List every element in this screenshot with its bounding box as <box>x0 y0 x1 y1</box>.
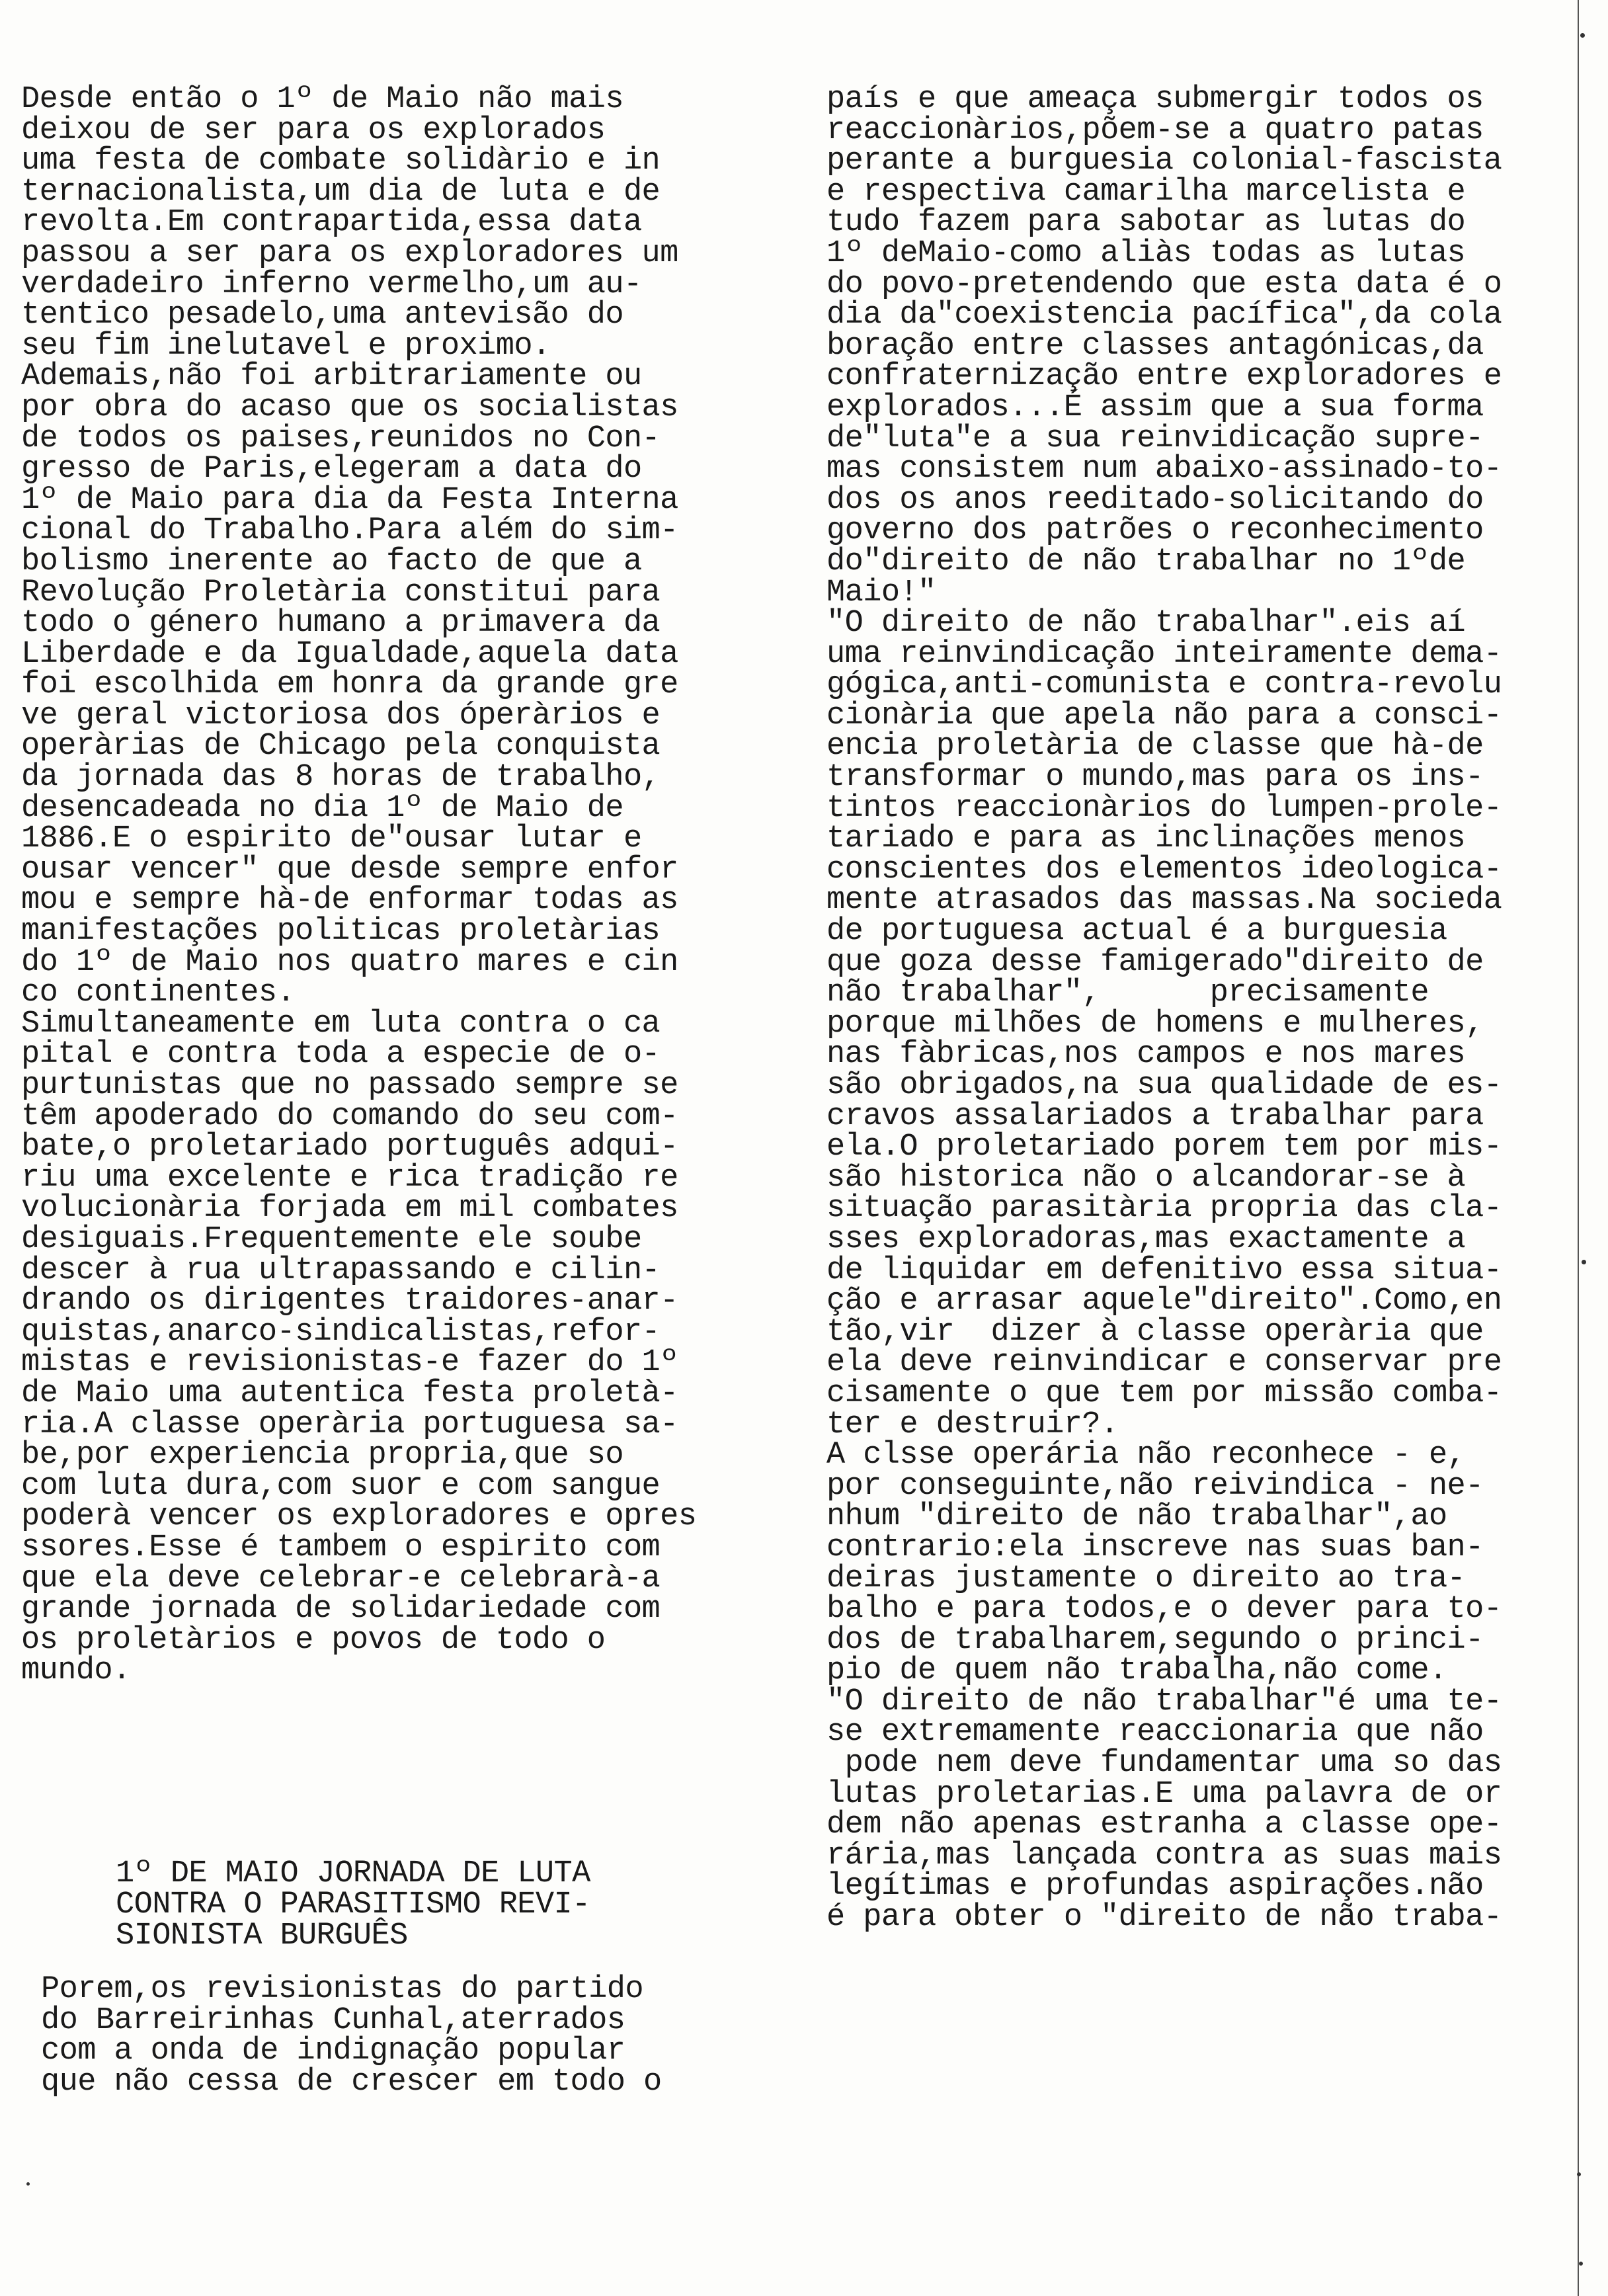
text-line: mas consistem num abaixo-assinado-to- <box>826 452 1502 487</box>
text-line: do 1º de Maio nos quatro mares e cin <box>21 944 678 980</box>
text-line: boração entre classes antagónicas,da <box>826 328 1484 364</box>
text-line: tentico pesadelo,uma antevisão do <box>21 298 623 333</box>
text-line: todo o género humano a primavera da <box>21 606 661 641</box>
text-line: "O direito de não trabalhar"é uma te- <box>826 1684 1502 1719</box>
scan-speck <box>1580 33 1585 38</box>
text-line: bolismo inerente ao facto de que a <box>21 544 642 579</box>
text-line: tariado e para as inclinações menos <box>826 821 1466 857</box>
text-line: dos de trabalharem,segundo o princi- <box>826 1622 1484 1658</box>
text-line: situação parasitària propria das cla- <box>826 1191 1502 1227</box>
text-line: com luta dura,com suor e com sangue <box>21 1468 661 1504</box>
text-line: que ela deve celebrar-e celebrarà-a <box>21 1561 661 1596</box>
text-line: nhum "direito de não trabalhar",ao <box>826 1499 1447 1535</box>
text-line: verdadeiro inferno vermelho,um au- <box>21 266 642 302</box>
scan-speck <box>26 2182 30 2186</box>
text-line: mou e sempre hà-de enformar todas as <box>21 883 678 919</box>
text-line: que não cessa de crescer em todo o <box>41 2064 662 2100</box>
text-line: ria.A classe operària portuguesa sa- <box>21 1407 678 1442</box>
text-line: passou a ser para os exploradores um <box>21 235 678 271</box>
text-line: cisamente o que tem por missão comba- <box>826 1375 1502 1411</box>
text-line: 1º de Maio para dia da Festa Interna <box>21 482 678 518</box>
text-line: gresso de Paris,elegeram a data do <box>21 452 642 487</box>
text-line: be,por experiencia propria,que so <box>21 1438 623 1473</box>
text-line: poderà vencer os exploradores e opres <box>21 1499 697 1535</box>
text-line: Simultaneamente em luta contra o ca <box>21 1006 661 1042</box>
text-line: lutas proletarias.E uma palavra de or <box>826 1776 1502 1812</box>
text-line: mistas e revisionistas-e fazer do 1º <box>21 1345 678 1381</box>
text-line: desiguais.Frequentemente ele soube <box>21 1221 642 1257</box>
text-line: do Barreirinhas Cunhal,aterrados <box>41 2002 625 2038</box>
text-line: cional do Trabalho.Para além do sim- <box>21 513 678 549</box>
text-line: quistas,anarco-sindicalistas,refor- <box>21 1314 661 1350</box>
text-line: volucionària forjada em mil combates <box>21 1191 678 1227</box>
text-line: reaccionàrios,põem-se a quatro patas <box>826 112 1484 148</box>
text-line: explorados...É assim que a sua forma <box>826 390 1484 425</box>
heading-line: SIONISTA BURGUÊS <box>116 1918 408 1953</box>
left-column-continuation <box>41 1972 788 2100</box>
text-line: ternacionalista,um dia de luta e de <box>21 174 661 210</box>
text-line: grande jornada de solidariedade com <box>21 1592 661 1627</box>
text-line: revolta.Em contrapartida,essa data <box>21 205 642 241</box>
scan-speck <box>1577 2172 1581 2176</box>
text-line: uma reinvindicação inteiramente dema- <box>826 636 1502 672</box>
text-line: co continentes. <box>21 975 296 1011</box>
text-line: 1º deMaio-como aliàs todas as lutas <box>826 235 1466 271</box>
text-line: conscientes dos elementos ideologica- <box>826 852 1502 887</box>
text-line: dia da"coexistencia pacífica",da cola <box>826 298 1502 333</box>
text-line: balho e para todos,e o dever para to- <box>826 1592 1502 1627</box>
text-line: Revolução Proletària constitui para <box>21 575 661 610</box>
text-line: de Maio uma autentica festa proletà- <box>21 1375 678 1411</box>
text-line: riu uma excelente e rica tradição re <box>21 1160 678 1196</box>
text-line: são obrigados,na sua qualidade de es- <box>826 1068 1502 1103</box>
text-line: Porem,os revisionistas do partido <box>41 1972 643 2007</box>
section-heading <box>116 1858 590 1951</box>
text-line: sses exploradoras,mas exactamente a <box>826 1221 1466 1257</box>
text-line: "O direito de não trabalhar".eis aí <box>826 606 1466 641</box>
text-line: deiras justamente o direito ao tra- <box>826 1561 1466 1596</box>
text-line: A clsse operária não reconhece - e, <box>826 1438 1466 1473</box>
text-line: se extremamente reaccionaria que não <box>826 1715 1484 1750</box>
text-line: e respectiva camarilha marcelista e <box>826 174 1466 210</box>
text-line: são historica não o alcandorar-se à <box>826 1160 1466 1196</box>
heading-line: 1º DE MAIO JORNADA DE LUTA <box>116 1856 590 1891</box>
scan-speck <box>1582 1260 1586 1264</box>
text-line: de todos os paises,reunidos no Con- <box>21 421 661 456</box>
text-line: manifestações politicas proletàrias <box>21 914 661 950</box>
text-line: ela deve reinvindicar e conservar pre <box>826 1345 1502 1381</box>
text-line: drando os dirigentes traidores-anar- <box>21 1284 678 1319</box>
text-line: mente atrasados das massas.Na socieda <box>826 883 1502 919</box>
left-column-text <box>21 82 768 1689</box>
text-line: ela.O proletariado porem tem por mis- <box>826 1129 1502 1165</box>
scan-edge-line <box>1578 0 1579 2296</box>
text-line: dem não apenas estranha a classe ope- <box>826 1807 1502 1843</box>
text-line: os proletàrios e povos de todo o <box>21 1622 606 1658</box>
text-line: desencadeada no dia 1º de Maio de <box>21 790 623 826</box>
text-line: por obra do acaso que os socialistas <box>21 390 678 425</box>
text-line: deixou de ser para os explorados <box>21 112 606 148</box>
text-line: Ademais,não foi arbitrariamente ou <box>21 359 642 395</box>
text-line: de portuguesa actual é a burguesia <box>826 914 1447 950</box>
text-line: porque milhões de homens e mulheres, <box>826 1006 1484 1042</box>
text-line: encia proletària de classe que hà-de <box>826 729 1484 764</box>
text-line: pital e contra toda a especie de o- <box>21 1037 661 1073</box>
text-line: ção e arrasar aquele"direito".Como,en <box>826 1284 1502 1319</box>
text-line: 1886.E o espirito de"ousar lutar e <box>21 821 642 857</box>
text-line: com a onda de indignação popular <box>41 2033 625 2069</box>
text-line: legítimas e profundas aspirações.não <box>826 1869 1484 1905</box>
text-line: ter e destruir?. <box>826 1407 1119 1442</box>
text-line: purtunistas que no passado sempre se <box>21 1068 678 1103</box>
text-line: Desde então o 1º de Maio não mais <box>21 82 623 117</box>
text-line: perante a burguesia colonial-fascista <box>826 144 1502 179</box>
right-column-text <box>826 82 1574 1936</box>
text-line: tão,vir dizer à classe operària que <box>826 1314 1484 1350</box>
text-line: do"direito de não trabalhar no 1ºde <box>826 544 1466 579</box>
text-line: cravos assalariados a trabalhar para <box>826 1098 1484 1134</box>
text-line: governo dos patrões o reconhecimento <box>826 513 1484 549</box>
text-line: descer à rua ultrapassando e cilin- <box>21 1252 661 1288</box>
text-line: por conseguinte,não reivindica - ne- <box>826 1468 1484 1504</box>
text-line: têm apoderado do comando do seu com- <box>21 1098 678 1134</box>
text-line: cionària que apela não para a consci- <box>826 698 1502 733</box>
text-line: ssores.Esse é tambem o espirito com <box>21 1530 661 1565</box>
text-line: operàrias de Chicago pela conquista <box>21 729 661 764</box>
text-line: país e que ameaça submergir todos os <box>826 82 1484 117</box>
text-line: uma festa de combate solidàrio e in <box>21 144 661 179</box>
text-line: foi escolhida em honra da grande gre <box>21 667 678 703</box>
heading-line: CONTRA O PARASITISMO REVI- <box>116 1887 590 1922</box>
text-line: dos os anos reeditado-solicitando do <box>826 482 1484 518</box>
scan-speck <box>1579 2262 1583 2266</box>
text-line: tintos reaccionàrios do lumpen-prole- <box>826 790 1502 826</box>
text-line: contrario:ela inscreve nas suas ban- <box>826 1530 1484 1565</box>
text-line: gógica,anti-comunista e contra-revolu <box>826 667 1502 703</box>
text-line: seu fim inelutavel e proximo. <box>21 328 551 364</box>
text-line: de"luta"e a sua reinvidicação supre- <box>826 421 1484 456</box>
text-line: do povo-pretendendo que esta data é o <box>826 266 1502 302</box>
text-line: é para obter o "direito de não traba- <box>826 1900 1502 1936</box>
text-line: pio de quem não trabalha,não come. <box>826 1653 1447 1689</box>
text-line: de liquidar em defenitivo essa situa- <box>826 1252 1502 1288</box>
text-line: nas fàbricas,nos campos e nos mares <box>826 1037 1466 1073</box>
text-line: rária,mas lançada contra as suas mais <box>826 1838 1502 1873</box>
text-line: que goza desse famigerado"direito de <box>826 944 1484 980</box>
text-line: não trabalhar", precisamente <box>826 975 1429 1011</box>
text-line: tudo fazem para sabotar as lutas do <box>826 205 1466 241</box>
text-line: ousar vencer" que desde sempre enfor <box>21 852 678 887</box>
text-line: bate,o proletariado português adqui- <box>21 1129 678 1165</box>
text-line: da jornada das 8 horas de trabalho, <box>21 760 661 796</box>
text-line: pode nem deve fundamentar uma so das <box>826 1746 1502 1782</box>
text-line: ve geral victoriosa dos óperàrios e <box>21 698 661 733</box>
text-line: Liberdade e da Igualdade,aquela data <box>21 636 678 672</box>
text-line: confraternização entre exploradores e <box>826 359 1502 395</box>
text-line: mundo. <box>21 1653 131 1689</box>
text-line: transformar o mundo,mas para os ins- <box>826 760 1484 796</box>
text-line: Maio!" <box>826 575 936 610</box>
